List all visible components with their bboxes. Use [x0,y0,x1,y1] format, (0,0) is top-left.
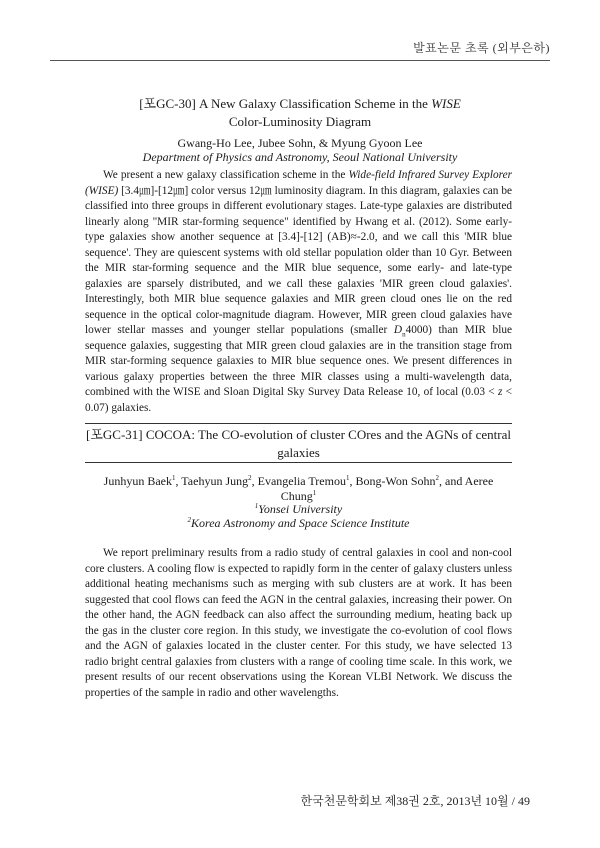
affil-sup: 2 [187,516,191,524]
section-top-rule [85,423,512,424]
page-footer: 한국천문학회보 제38권 2호, 2013년 10월 / 49 [300,794,530,808]
paper2-abstract: We report preliminary results from a radio study of central galaxies in cool and non-cool core clusters. A cooling flow is expected to rapidly form in the center of galaxy clusters unless additional heating mechanisms such as merging with sub clusters are at work. It has been suggested that cool flows can feed the AGN in the central galaxies, increasing their power. On the other hand, the AGN feedback can also affect the surrounding medium, heating back up the gas in the cluster core region. In this study, we investigate the co-evolution of cool flows and the AGN of galaxies located in the cluster center. For this study, we have selected 13 radio bright central galaxies from clusters with a range of cooling time scale. In this work, we present results of our recent observations using the Korean VLBI Network. We discuss the properties of the sample in radio and other wavelengths. [85,547,512,699]
author-sep: , and [439,474,465,488]
paper1-title-italic: WISE [431,96,461,111]
paper1-abstract-z: z [497,386,503,398]
author-name: Junhyun Baek [103,474,172,488]
paper1-abstract-c: 4000) than MIR blue sequence galaxies, suggesting that MIR green cloud galaxies are in the transition stage from MIR star-forming sequence galaxies to MIR blue sequence ones. We present differences in various galaxy properties between the three MIR classes using a multi-wavelength data, combined with the WISE and Sloan Digital Sky Survey Data Release 10, of local (0.03 < [85,324,512,398]
paper1-abstract-dn-sub: n [402,330,406,339]
running-header: 발표논문 초록 (외부은하) [413,41,550,55]
author-name: Evangelia Tremou [257,474,346,488]
paper2-affiliation-2 [85,516,512,531]
section-bottom-rule [85,462,512,463]
affil-sup: 1 [254,502,259,510]
author-sep: , [175,474,182,488]
paper2-title: [포GC-31] COCOA: The CO-evolution of cluster COres and the AGNs of central galaxies [86,427,511,460]
author-sep: , [251,474,258,488]
paper1-abstract-a: We present a new galaxy classification scheme in the [103,169,349,181]
author-sup: 1 [172,474,176,482]
paper1-title-line2: Color-Luminosity Diagram [228,114,372,129]
author-sup: 2 [248,474,252,482]
header-rule [50,60,550,61]
paper2-authors [85,474,512,504]
paper1-abstract [85,168,512,416]
author-sup: 2 [435,474,439,482]
paper1-abstract-d: < 0.07) galaxies. [85,386,512,414]
affil-text: Yonsei University [258,502,343,516]
author-sup: 1 [345,474,350,482]
author-sep: , [349,474,356,488]
paper1-abstract-b: [3.4㎛]-[12㎛] color versus 12㎛ luminosity diagram. In this diagram, galaxies can be classified into three groups in different evolutionary stages. Late-type galaxies are distributed linearly along "MIR star-forming sequence" identified by Hwang et al. (2012). Some early-type galaxies show another sequence at [3.4]-[12] (AB)≈-2.0, and we call this 'MIR blue sequence'. They are quiescent systems with old stellar population older than 10 Gyr. Between the MIR star-forming sequence and the MIR blue sequence, some early- and late-type galaxies are sparsely distributed, and we call these galaxies 'MIR green cloud galaxies'. Interestingly, both MIR blue sequence galaxies and MIR green cloud ones lie on the red sequence in the optical color-magnitude diagram. However, MIR green cloud galaxies have lower stellar masses and younger stellar populations (smaller [85,184,512,336]
author-name: Taehyun Jung [181,474,249,488]
paper1-authors: Gwang-Ho Lee, Jubee Sohn, & Myung Gyoon Lee [177,136,423,150]
author-name: Aeree Chung [280,474,494,503]
paper1-abstract-italic: Wide-field Infrared Survey Explorer (WISE) [85,169,512,197]
paper1-title-line1: [포GC-30] A New Galaxy Classification Scheme in the [139,96,432,111]
paper1-affiliation: Department of Physics and Astronomy, Seoul National University [142,150,458,164]
author-sup: 1 [312,489,317,497]
affil-text: Korea Astronomy and Space Science Institute [190,516,410,530]
paper2-affiliation-1 [85,502,512,517]
paper1-abstract-dn: D [393,324,403,336]
paper1-title [60,95,540,131]
author-name: Bong-Won Sohn [355,474,436,488]
